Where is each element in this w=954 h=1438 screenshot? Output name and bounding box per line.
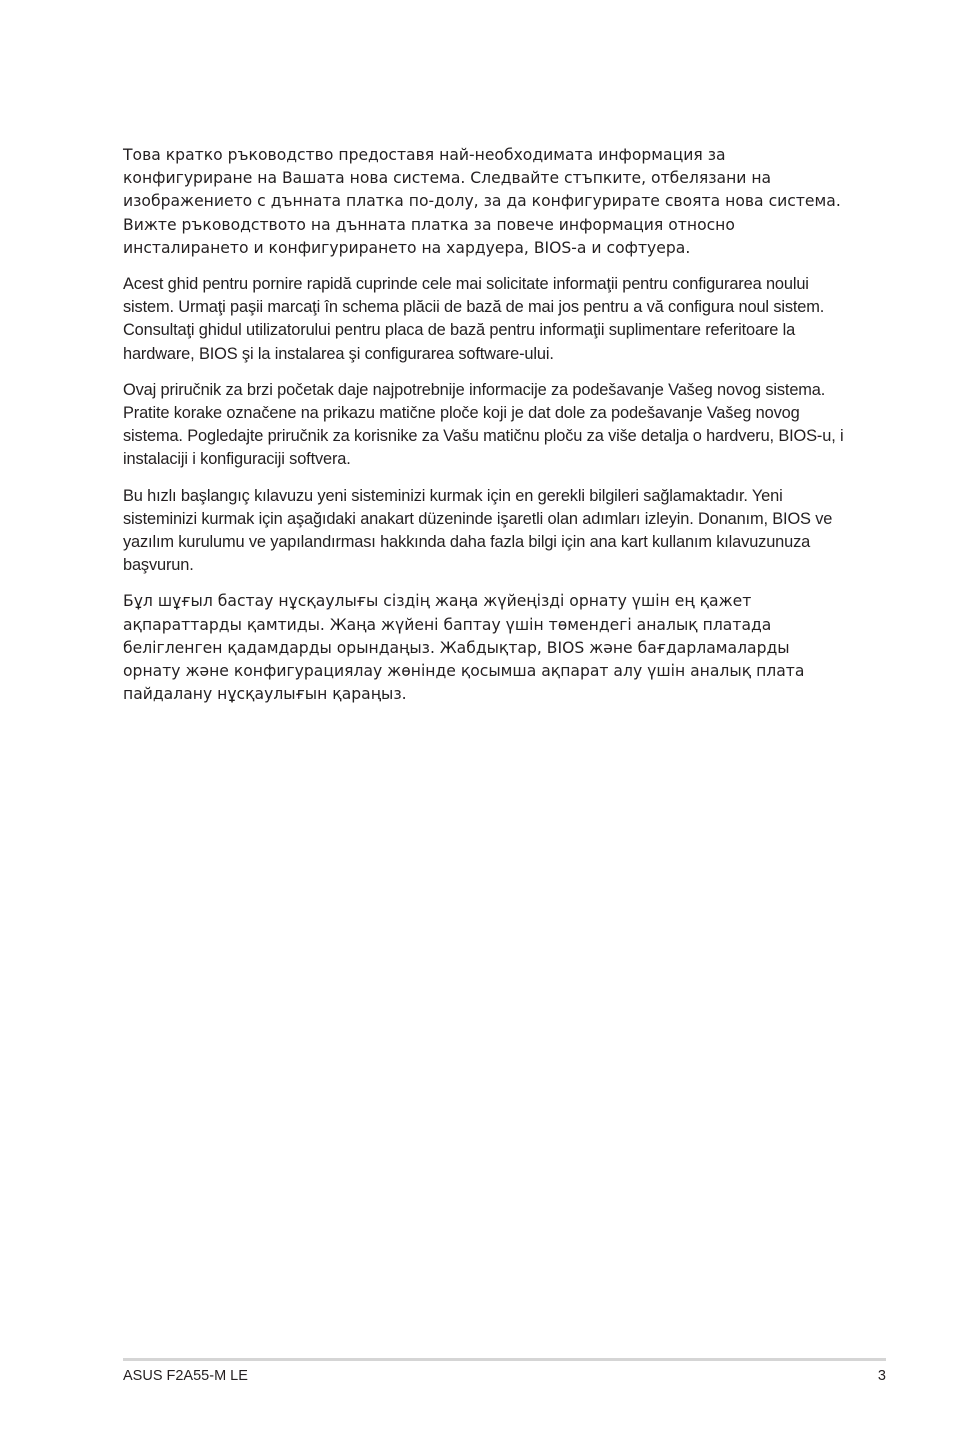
paragraph-bulgarian: Това кратко ръководство предоставя най-необходимата информация за конфигуриране на Вашата нова система. Следвайте стъпките, отбелязани на изображението с дънната платка по-долу, за да конфигурирате своята нова система. Вижте ръководството на дънната платка за повече информация относно инсталирането и конфигурирането на хардуера, BIOS-а и софтуера. <box>123 146 841 257</box>
page-body <box>123 144 845 719</box>
paragraph-kazakh: Бұл шұғыл бастау нұсқаулығы сіздің жаңа жүйеңізді орнату үшін ең қажет ақпараттарды қамтиды. Жаңа жүйені баптау үшін төмендегі аналық платада белігленген қадамдарды орындаңыз. Жабдықтар, BIOS және бағдарламаларды орнату және конфигурациялау жөнінде қосымша ақпарат алу үшін аналық плата пайдалану нұсқаулығын қараңыз. <box>123 592 805 704</box>
paragraph-romanian: Acest ghid pentru pornire rapidă cuprinde cele mai solicitate informaţii pentru configurarea noului sistem. Urmaţi paşii marcaţi în schema plăcii de bază de mai jos pentru a vă configura noul sistem. Consultaţi ghidul utilizatorului pentru placa de bază pentru informaţii suplimentare referitoare la hardware, BIOS şi la instalarea şi configurarea software-ului. <box>123 275 825 363</box>
page-number: 3 <box>877 1368 886 1384</box>
footer-divider <box>123 1358 886 1361</box>
paragraph-croatian: Ovaj priručnik za brzi početak daje najpotrebnije informacije za podešavanje Vašeg novog sistema. Pratite korake označene na prikazu matične ploče koji je dat dole za podešavanje Vašeg novog sistema. Pogledajte priručnik za korisnike za Vašu matičnu ploču za više detalja o hardveru, BIOS-u, i instalaciji i konfiguraciji softvera. <box>123 380 844 469</box>
paragraph-turkish: Bu hızlı başlangıç kılavuzu yeni sisteminizi kurmak için en gerekli bilgileri sağlamaktadır. Yeni sisteminizi kurmak için aşağıdaki anakart düzeninde işaretli olan adımları izleyin. Donanım, BIOS ve yazılım kurulumu ve yapılandırması hakkında daha fazla bilgi için ana kart kullanım kılavuzunuza başvurun. <box>123 486 833 575</box>
footer-model-name: ASUS F2A55-M LE <box>123 1368 248 1384</box>
